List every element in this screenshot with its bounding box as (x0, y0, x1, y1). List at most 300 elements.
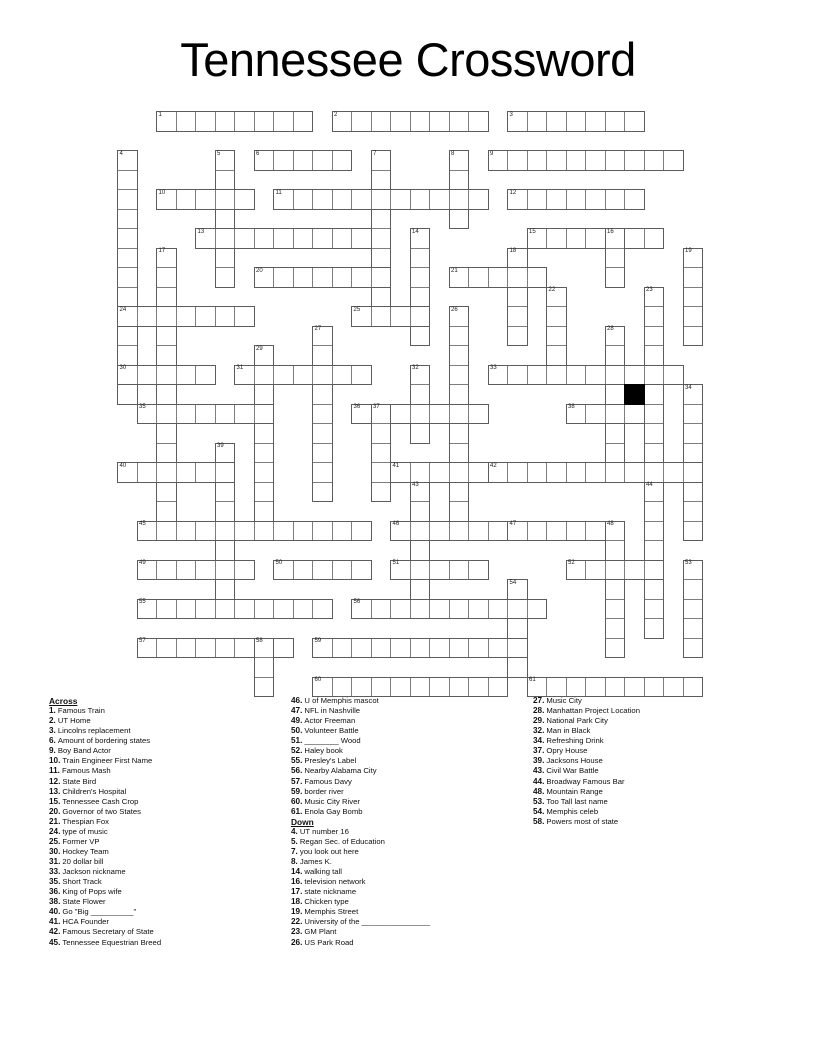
grid-cell[interactable] (372, 229, 392, 249)
grid-cell[interactable] (547, 190, 567, 210)
grid-cell[interactable] (118, 268, 138, 288)
grid-cell[interactable] (313, 366, 333, 386)
grid-cell[interactable] (157, 366, 177, 386)
grid-cell[interactable] (352, 678, 372, 698)
grid-cell[interactable] (372, 288, 392, 308)
grid-cell[interactable] (684, 502, 704, 522)
grid-cell[interactable] (294, 268, 314, 288)
grid-cell[interactable] (606, 385, 626, 405)
grid-cell[interactable] (645, 366, 665, 386)
grid-cell[interactable] (196, 463, 216, 483)
grid-cell[interactable] (411, 561, 431, 581)
grid-cell[interactable] (372, 600, 392, 620)
grid-cell[interactable] (157, 327, 177, 347)
grid-cell[interactable] (391, 678, 411, 698)
grid-cell[interactable] (313, 600, 333, 620)
grid-cell[interactable] (157, 522, 177, 542)
grid-cell[interactable] (235, 561, 255, 581)
grid-cell[interactable] (177, 600, 197, 620)
grid-cell[interactable] (469, 268, 489, 288)
grid-cell[interactable] (255, 112, 275, 132)
grid-cell[interactable] (606, 346, 626, 366)
grid-cell[interactable] (684, 619, 704, 639)
grid-cell[interactable] (567, 463, 587, 483)
grid-cell[interactable] (684, 463, 704, 483)
grid-cell[interactable] (430, 463, 450, 483)
grid-cell[interactable] (118, 229, 138, 249)
grid-cell[interactable] (567, 522, 587, 542)
grid-cell[interactable] (255, 522, 275, 542)
grid-cell[interactable] (118, 327, 138, 347)
grid-cell[interactable] (547, 463, 567, 483)
grid-cell[interactable] (235, 307, 255, 327)
grid-cell[interactable] (469, 522, 489, 542)
grid-cell[interactable] (606, 268, 626, 288)
grid-cell[interactable] (391, 112, 411, 132)
grid-cell[interactable] (157, 639, 177, 659)
grid-cell[interactable] (157, 268, 177, 288)
grid-cell[interactable] (528, 268, 548, 288)
grid-cell[interactable] (469, 600, 489, 620)
grid-cell[interactable] (177, 366, 197, 386)
grid-cell[interactable] (606, 463, 626, 483)
grid-cell[interactable] (411, 385, 431, 405)
grid-cell[interactable] (508, 151, 528, 171)
grid-cell[interactable] (625, 151, 645, 171)
grid-cell[interactable] (684, 307, 704, 327)
grid-cell[interactable] (625, 229, 645, 249)
grid-cell[interactable] (255, 385, 275, 405)
grid-cell[interactable] (469, 678, 489, 698)
grid-cell[interactable] (684, 580, 704, 600)
grid-cell[interactable] (430, 405, 450, 425)
grid-cell[interactable] (625, 190, 645, 210)
grid-cell[interactable] (450, 502, 470, 522)
grid-cell[interactable] (138, 307, 158, 327)
grid-cell[interactable] (157, 600, 177, 620)
grid-cell[interactable] (508, 600, 528, 620)
grid-cell[interactable] (157, 385, 177, 405)
grid-cell[interactable] (645, 561, 665, 581)
grid-cell[interactable] (411, 405, 431, 425)
grid-cell[interactable] (255, 463, 275, 483)
grid-cell[interactable] (391, 405, 411, 425)
grid-cell[interactable] (586, 151, 606, 171)
grid-cell[interactable] (255, 366, 275, 386)
grid-cell[interactable] (235, 405, 255, 425)
grid-cell[interactable] (313, 522, 333, 542)
grid-cell[interactable] (216, 639, 236, 659)
grid-cell[interactable] (547, 366, 567, 386)
grid-cell[interactable] (528, 366, 548, 386)
grid-cell[interactable] (411, 249, 431, 269)
grid-cell[interactable] (411, 307, 431, 327)
grid-cell[interactable] (352, 561, 372, 581)
grid-cell[interactable] (547, 522, 567, 542)
grid-cell[interactable] (216, 483, 236, 503)
grid-cell[interactable] (645, 405, 665, 425)
grid-cell[interactable] (606, 190, 626, 210)
grid-cell[interactable] (547, 678, 567, 698)
grid-cell[interactable] (372, 678, 392, 698)
grid-cell[interactable] (645, 541, 665, 561)
grid-cell[interactable] (606, 580, 626, 600)
grid-cell[interactable] (372, 307, 392, 327)
grid-cell[interactable] (528, 190, 548, 210)
grid-cell[interactable] (606, 600, 626, 620)
grid-cell[interactable] (450, 463, 470, 483)
grid-cell[interactable] (138, 463, 158, 483)
grid-cell[interactable] (606, 249, 626, 269)
grid-cell[interactable] (391, 639, 411, 659)
grid-cell[interactable] (391, 600, 411, 620)
grid-cell[interactable] (216, 307, 236, 327)
grid-cell[interactable] (372, 424, 392, 444)
grid-cell[interactable] (469, 190, 489, 210)
grid-cell[interactable] (333, 639, 353, 659)
grid-cell[interactable] (177, 561, 197, 581)
grid-cell[interactable] (508, 366, 528, 386)
grid-cell[interactable] (313, 229, 333, 249)
grid-cell[interactable] (645, 424, 665, 444)
grid-cell[interactable] (586, 366, 606, 386)
grid-cell[interactable] (450, 483, 470, 503)
grid-cell[interactable] (216, 229, 236, 249)
grid-cell[interactable] (684, 288, 704, 308)
grid-cell[interactable] (469, 112, 489, 132)
grid-cell[interactable] (645, 463, 665, 483)
grid-cell[interactable] (235, 600, 255, 620)
grid-cell[interactable] (450, 424, 470, 444)
grid-cell[interactable] (645, 502, 665, 522)
grid-cell[interactable] (586, 678, 606, 698)
grid-cell[interactable] (177, 522, 197, 542)
grid-cell[interactable] (216, 580, 236, 600)
grid-cell[interactable] (157, 483, 177, 503)
grid-cell[interactable] (216, 268, 236, 288)
grid-cell[interactable] (450, 210, 470, 230)
grid-cell[interactable] (528, 463, 548, 483)
grid-cell[interactable] (469, 561, 489, 581)
grid-cell[interactable] (645, 229, 665, 249)
grid-cell[interactable] (157, 424, 177, 444)
grid-cell[interactable] (645, 678, 665, 698)
grid-cell[interactable] (177, 190, 197, 210)
grid-cell[interactable] (391, 190, 411, 210)
grid-cell[interactable] (450, 561, 470, 581)
grid-cell[interactable] (684, 444, 704, 464)
grid-cell[interactable] (606, 112, 626, 132)
grid-cell[interactable] (216, 561, 236, 581)
grid-cell[interactable] (450, 112, 470, 132)
grid-cell[interactable] (118, 171, 138, 191)
grid-cell[interactable] (255, 229, 275, 249)
grid-cell[interactable] (157, 444, 177, 464)
grid-cell[interactable] (352, 268, 372, 288)
grid-cell[interactable] (645, 444, 665, 464)
grid-cell[interactable] (216, 190, 236, 210)
grid-cell[interactable] (255, 483, 275, 503)
grid-cell[interactable] (196, 405, 216, 425)
grid-cell[interactable] (547, 151, 567, 171)
grid-cell[interactable] (157, 307, 177, 327)
grid-cell[interactable] (645, 151, 665, 171)
grid-cell[interactable] (586, 405, 606, 425)
grid-cell[interactable] (684, 639, 704, 659)
grid-cell[interactable] (216, 210, 236, 230)
grid-cell[interactable] (313, 561, 333, 581)
grid-cell[interactable] (567, 190, 587, 210)
grid-cell[interactable] (411, 541, 431, 561)
grid-cell[interactable] (528, 112, 548, 132)
grid-cell[interactable] (528, 151, 548, 171)
grid-cell[interactable] (274, 229, 294, 249)
grid-cell[interactable] (411, 190, 431, 210)
grid-cell[interactable] (235, 639, 255, 659)
grid-cell[interactable] (411, 288, 431, 308)
grid-cell[interactable] (274, 151, 294, 171)
grid-cell[interactable] (294, 229, 314, 249)
grid-cell[interactable] (274, 639, 294, 659)
grid-cell[interactable] (450, 639, 470, 659)
grid-cell[interactable] (450, 444, 470, 464)
grid-cell[interactable] (430, 639, 450, 659)
grid-cell[interactable] (313, 444, 333, 464)
grid-cell[interactable] (294, 522, 314, 542)
grid-cell[interactable] (196, 600, 216, 620)
grid-cell[interactable] (157, 405, 177, 425)
grid-cell[interactable] (294, 151, 314, 171)
grid-cell[interactable] (411, 327, 431, 347)
grid-cell[interactable] (450, 678, 470, 698)
grid-cell[interactable] (450, 405, 470, 425)
grid-cell[interactable] (372, 210, 392, 230)
grid-cell[interactable] (313, 268, 333, 288)
grid-cell[interactable] (606, 405, 626, 425)
grid-cell[interactable] (430, 190, 450, 210)
grid-cell[interactable] (216, 600, 236, 620)
grid-cell[interactable] (372, 463, 392, 483)
grid-cell[interactable] (196, 639, 216, 659)
grid-cell[interactable] (625, 463, 645, 483)
grid-cell[interactable] (216, 463, 236, 483)
grid-cell[interactable] (489, 522, 509, 542)
grid-cell[interactable] (508, 288, 528, 308)
grid-cell[interactable] (567, 229, 587, 249)
grid-cell[interactable] (196, 307, 216, 327)
grid-cell[interactable] (684, 600, 704, 620)
grid-cell[interactable] (352, 190, 372, 210)
grid-cell[interactable] (372, 444, 392, 464)
grid-cell[interactable] (333, 229, 353, 249)
grid-cell[interactable] (606, 619, 626, 639)
grid-cell[interactable] (333, 366, 353, 386)
grid-cell[interactable] (411, 580, 431, 600)
grid-cell[interactable] (664, 366, 684, 386)
grid-cell[interactable] (411, 639, 431, 659)
grid-cell[interactable] (645, 600, 665, 620)
grid-cell[interactable] (216, 502, 236, 522)
grid-cell[interactable] (255, 405, 275, 425)
grid-cell[interactable] (216, 405, 236, 425)
grid-cell[interactable] (567, 151, 587, 171)
grid-cell[interactable] (255, 424, 275, 444)
grid-cell[interactable] (625, 678, 645, 698)
grid-cell[interactable] (255, 600, 275, 620)
grid-cell[interactable] (333, 561, 353, 581)
grid-cell[interactable] (430, 600, 450, 620)
grid-cell[interactable] (586, 190, 606, 210)
grid-cell[interactable] (450, 385, 470, 405)
grid-cell[interactable] (118, 346, 138, 366)
grid-cell[interactable] (645, 346, 665, 366)
grid-cell[interactable] (430, 561, 450, 581)
grid-cell[interactable] (645, 307, 665, 327)
grid-cell[interactable] (547, 346, 567, 366)
grid-cell[interactable] (508, 619, 528, 639)
grid-cell[interactable] (274, 522, 294, 542)
grid-cell[interactable] (196, 112, 216, 132)
grid-cell[interactable] (196, 522, 216, 542)
grid-cell[interactable] (508, 268, 528, 288)
grid-cell[interactable] (469, 463, 489, 483)
grid-cell[interactable] (411, 268, 431, 288)
grid-cell[interactable] (411, 112, 431, 132)
grid-cell[interactable] (138, 366, 158, 386)
grid-cell[interactable] (313, 483, 333, 503)
grid-cell[interactable] (411, 600, 431, 620)
grid-cell[interactable] (372, 483, 392, 503)
grid-cell[interactable] (606, 151, 626, 171)
grid-cell[interactable] (625, 366, 645, 386)
grid-cell[interactable] (333, 268, 353, 288)
grid-cell[interactable] (313, 385, 333, 405)
grid-cell[interactable] (333, 190, 353, 210)
grid-cell[interactable] (664, 151, 684, 171)
grid-cell[interactable] (625, 561, 645, 581)
grid-cell[interactable] (489, 268, 509, 288)
grid-cell[interactable] (411, 522, 431, 542)
grid-cell[interactable] (645, 522, 665, 542)
grid-cell[interactable] (567, 366, 587, 386)
grid-cell[interactable] (450, 346, 470, 366)
grid-cell[interactable] (372, 639, 392, 659)
grid-cell[interactable] (625, 405, 645, 425)
grid-cell[interactable] (372, 268, 392, 288)
grid-cell[interactable] (157, 502, 177, 522)
grid-cell[interactable] (118, 288, 138, 308)
grid-cell[interactable] (411, 502, 431, 522)
grid-cell[interactable] (352, 639, 372, 659)
grid-cell[interactable] (450, 366, 470, 386)
grid-cell[interactable] (606, 366, 626, 386)
grid-cell[interactable] (157, 463, 177, 483)
grid-cell[interactable] (528, 600, 548, 620)
grid-cell[interactable] (118, 210, 138, 230)
grid-cell[interactable] (625, 112, 645, 132)
grid-cell[interactable] (255, 658, 275, 678)
grid-cell[interactable] (372, 249, 392, 269)
grid-cell[interactable] (567, 678, 587, 698)
grid-cell[interactable] (547, 112, 567, 132)
grid-cell[interactable] (684, 424, 704, 444)
grid-cell[interactable] (489, 600, 509, 620)
grid-cell[interactable] (664, 678, 684, 698)
grid-cell[interactable] (235, 112, 255, 132)
grid-cell[interactable] (684, 522, 704, 542)
grid-cell[interactable] (255, 678, 275, 698)
grid-cell[interactable] (235, 522, 255, 542)
grid-cell[interactable] (411, 678, 431, 698)
grid-cell[interactable] (450, 190, 470, 210)
grid-cell[interactable] (157, 561, 177, 581)
grid-cell[interactable] (196, 561, 216, 581)
grid-cell[interactable] (606, 424, 626, 444)
grid-cell[interactable] (391, 307, 411, 327)
grid-cell[interactable] (606, 561, 626, 581)
grid-cell[interactable] (216, 522, 236, 542)
grid-cell[interactable] (684, 268, 704, 288)
grid-cell[interactable] (547, 307, 567, 327)
grid-cell[interactable] (294, 600, 314, 620)
grid-cell[interactable] (313, 346, 333, 366)
grid-cell[interactable] (313, 405, 333, 425)
grid-cell[interactable] (508, 307, 528, 327)
grid-cell[interactable] (118, 249, 138, 269)
grid-cell[interactable] (157, 346, 177, 366)
grid-cell[interactable] (274, 600, 294, 620)
grid-cell[interactable] (586, 561, 606, 581)
grid-cell[interactable] (430, 522, 450, 542)
grid-cell[interactable] (196, 190, 216, 210)
grid-cell[interactable] (430, 112, 450, 132)
grid-cell[interactable] (294, 561, 314, 581)
grid-cell[interactable] (313, 151, 333, 171)
grid-cell[interactable] (411, 424, 431, 444)
grid-cell[interactable] (255, 444, 275, 464)
grid-cell[interactable] (567, 112, 587, 132)
grid-cell[interactable] (586, 463, 606, 483)
grid-cell[interactable] (294, 112, 314, 132)
grid-cell[interactable] (274, 112, 294, 132)
grid-cell[interactable] (450, 522, 470, 542)
grid-cell[interactable] (372, 190, 392, 210)
grid-cell[interactable] (333, 151, 353, 171)
grid-cell[interactable] (352, 229, 372, 249)
grid-cell[interactable] (684, 327, 704, 347)
grid-cell[interactable] (313, 463, 333, 483)
grid-cell[interactable] (235, 190, 255, 210)
grid-cell[interactable] (216, 171, 236, 191)
grid-cell[interactable] (274, 268, 294, 288)
grid-cell[interactable] (645, 385, 665, 405)
grid-cell[interactable] (469, 639, 489, 659)
grid-cell[interactable] (333, 678, 353, 698)
grid-cell[interactable] (313, 190, 333, 210)
grid-cell[interactable] (333, 522, 353, 542)
grid-cell[interactable] (508, 327, 528, 347)
grid-cell[interactable] (255, 502, 275, 522)
grid-cell[interactable] (684, 678, 704, 698)
grid-cell[interactable] (177, 639, 197, 659)
grid-cell[interactable] (177, 307, 197, 327)
grid-cell[interactable] (196, 366, 216, 386)
grid-cell[interactable] (489, 639, 509, 659)
grid-cell[interactable] (508, 658, 528, 678)
grid-cell[interactable] (606, 541, 626, 561)
grid-cell[interactable] (372, 112, 392, 132)
grid-cell[interactable] (450, 171, 470, 191)
